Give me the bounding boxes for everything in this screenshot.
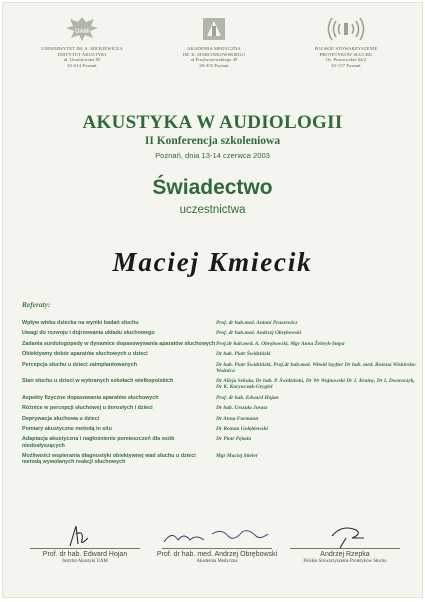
eagle-crest-icon — [60, 14, 104, 44]
academy-emblem-icon — [199, 14, 229, 44]
list-item — [22, 362, 417, 374]
list-item — [22, 405, 417, 411]
logo-text-line: ul.Przybyszewskiego 49 — [190, 57, 238, 63]
signatory-name: Andrzej Rzepka — [320, 551, 370, 558]
conference-subtitle: II Konferencja szkoleniowa — [144, 135, 281, 147]
sound-wave-icon — [324, 14, 368, 44]
topic: Obiektywny dobór aparatów słuchowych u dzieci — [22, 351, 148, 358]
signature-line — [162, 548, 272, 549]
signatory-name: Prof. dr hab. med. Andrzej Obrębowski — [156, 551, 278, 558]
logo-text-line: PROTETYKÓW SŁUCHU — [319, 51, 373, 57]
list-item — [22, 330, 417, 336]
author: Mgr Maciej Stieler — [216, 452, 258, 459]
referaty-list — [22, 320, 417, 470]
topic: Percepcja słuchu u dzieci zaimplantowanych — [22, 361, 138, 368]
logo-text-line: IM. K. MARCINKOWSKIEGO — [183, 51, 245, 57]
signatory-affiliation: Instytut Akustyki UAM — [62, 559, 108, 564]
signatory-name: Prof. dr hab. Edward Hojan — [42, 551, 128, 558]
logo-text-line: POLSKIE STOWARZYSZENIE — [314, 46, 378, 51]
author: Dr hab. Piotr Świdziński, Prof.dr hab.med. Witold Szyfter Dr hab. med. Bożena Wiskirska-Woźnica — [216, 361, 417, 374]
author: Dr hab. Piotr Świdziński — [216, 351, 271, 358]
logo-text-line: Os. Piastowskie 64/2 — [325, 57, 367, 63]
handwritten-signature-icon — [152, 522, 282, 548]
handwritten-signature-icon — [20, 522, 150, 548]
author: Dr Alicja Sekula, Dr hab. P. Świdziński, Dr Wr Wojnowski Dr J. Krainy, Dr I. Dworaczyk, Dr K. Kurywczak-Grygiel — [216, 378, 415, 391]
logo-text-line: UNIWERSYTET IM. A. MICKIEWICZA — [41, 46, 123, 51]
topic: Różnice w percepcji słuchowej u dorosłych i dzieci — [22, 405, 153, 412]
list-item — [22, 436, 417, 448]
author: Prof. dr hab.med. Antoni Pruszewicz — [216, 320, 298, 326]
signatory-affiliation: Polskie Stowarzyszenie Protetyków Słuchu — [303, 559, 387, 564]
logo-text-line: 61-614 Poznań — [67, 62, 97, 68]
svg-text:UAM: UAM — [75, 29, 89, 35]
participant-name: Maciej Kmiecik — [112, 247, 313, 277]
signature-block — [20, 522, 150, 565]
topic: Aspekty fizyczne dopasowania aparatów słuchowych — [22, 394, 159, 401]
signature-block — [152, 522, 282, 565]
topic: Uwagi do rozwoju i dojrzewania układu słuchowego — [22, 330, 155, 337]
signatory-affiliation: Akademia Medyczna — [196, 559, 238, 564]
logo-text-line: ul. Umultowska 85 — [63, 57, 101, 63]
academy-logo — [154, 14, 274, 68]
list-item — [22, 416, 417, 422]
association-logo — [286, 14, 406, 68]
list-item — [22, 378, 417, 390]
list-item — [22, 426, 417, 432]
referaty-heading: Referaty: — [22, 300, 51, 309]
author: Dr Piotr Pękala — [216, 436, 252, 443]
logo-text-line: 60-355 Poznań — [199, 62, 229, 68]
signature-line — [290, 548, 400, 549]
logo-text-line: AKADEMIA MEDYCZNA — [187, 46, 241, 51]
logo-text-line: 61-157 Poznań — [331, 62, 361, 68]
list-item — [22, 341, 417, 347]
handwritten-signature-icon — [280, 522, 410, 548]
list-item — [22, 320, 417, 326]
certificate-page — [2, 2, 423, 598]
topic: Adaptacja akustyczna i nagłośnienie pomieszczeń dla osób niedosłyszących — [22, 436, 175, 449]
certificate-heading: Świadectwo — [152, 176, 273, 199]
certificate-subheading: uczestnictwa — [179, 204, 246, 216]
topic: Zadania surdologopedy w dynamice dopasowywania aparatów słuchowych — [22, 340, 216, 347]
university-logo — [22, 14, 142, 68]
list-item — [22, 453, 417, 465]
topic: Wpływ wieku dziecka na wyniki badań słuchu — [22, 320, 139, 326]
author: Dr Roman Gołębiewski — [216, 425, 268, 432]
author: Prof.dr hab.med. A. Obrębowski, Mgr Anna Żebryk-Stopa — [216, 340, 345, 347]
topic: Możliwości wspierania diagnostyki obiektywnej wad słuchu u dzieci metodą wywołanych reakcji słuchowych — [22, 452, 196, 466]
author: Dr hab. Urszula Jorasz — [216, 405, 268, 412]
signature-block — [280, 522, 410, 565]
list-item — [22, 395, 417, 401]
topic: Deprywacja słuchowa u dzieci — [22, 415, 100, 422]
signature-line — [30, 548, 140, 549]
place-date: Poznań, dnia 13-14 czerwca 2003 — [155, 151, 270, 160]
conference-title: AKUSTYKA W AUDIOLOGII — [82, 112, 343, 133]
logo-text-line: INSTYTUT AKUSTYKI — [57, 51, 107, 57]
list-item — [22, 351, 417, 357]
topic: Stan słuchu u dzieci w wybranych szkołach wielkopolskich — [22, 378, 174, 385]
author: Prof. dr hab. Edward Hojan — [216, 394, 279, 401]
topic: Pomiary akustyczne metodą in situ — [22, 425, 112, 432]
author: Prof. dr hab.med. Andrzej Obrębowski — [216, 330, 302, 337]
author: Dr Anna Furmann — [216, 415, 259, 422]
